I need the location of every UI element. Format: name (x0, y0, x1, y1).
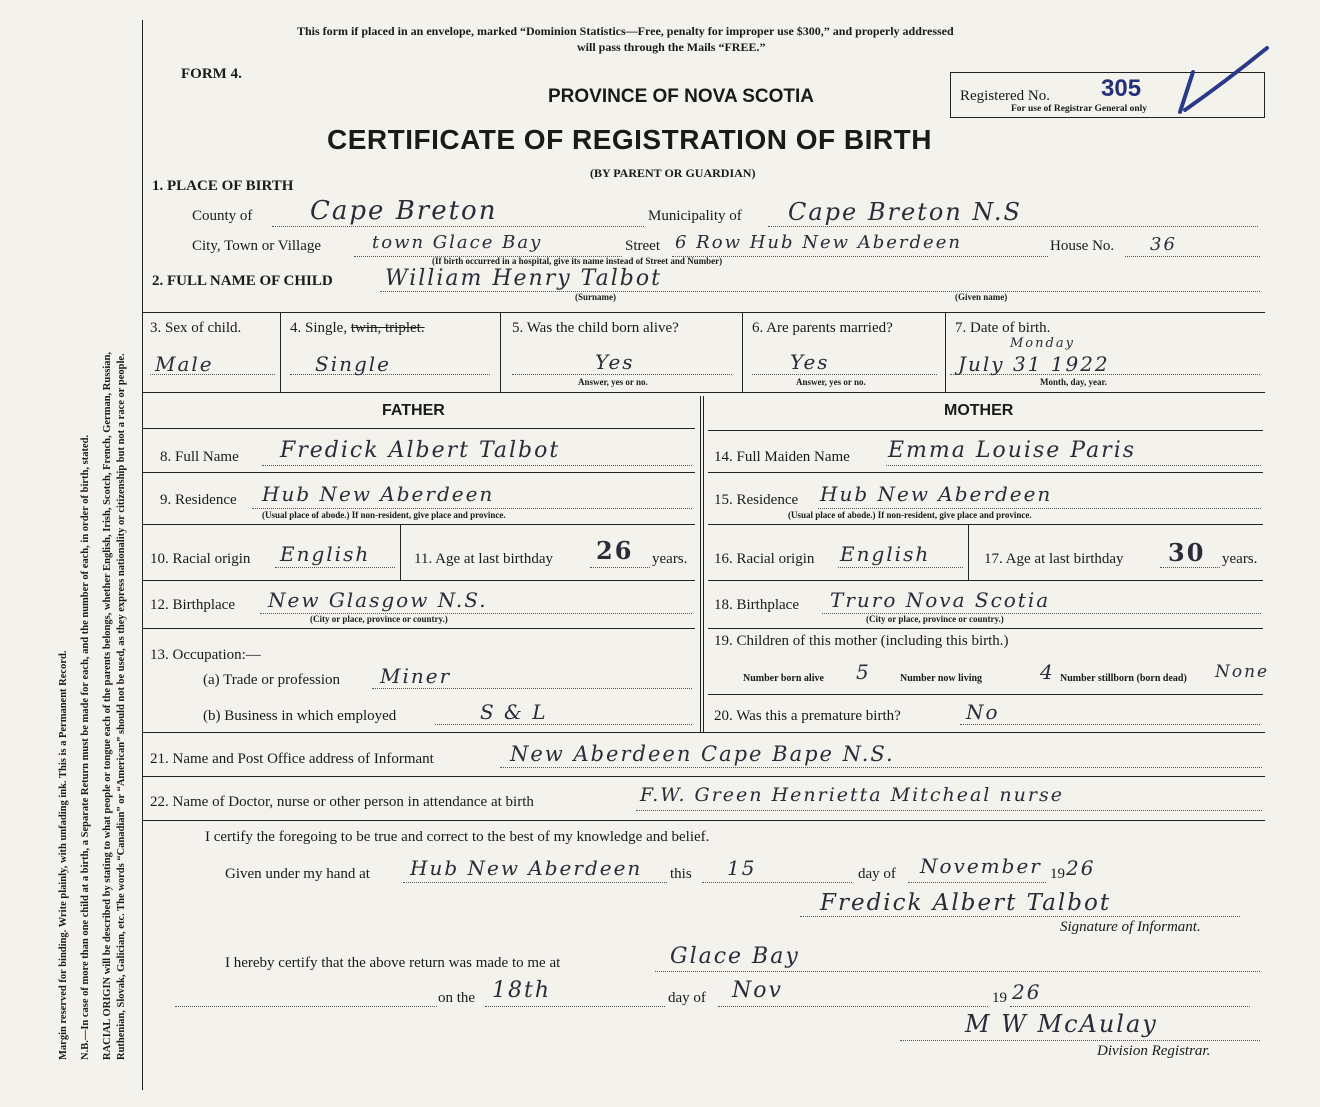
mother-birthplace-value: Truro Nova Scotia (830, 588, 1051, 612)
registration-day-value: 18th (492, 978, 552, 1003)
on-the-label: on the (438, 990, 476, 1006)
child-name-label: 2. FULL NAME OF CHILD (152, 273, 333, 289)
registrar-place-value: Glace Bay (670, 944, 800, 969)
form-number: FORM 4. (181, 66, 242, 82)
registration-month-value: Nov (732, 978, 783, 1003)
parents-married-value: Yes (790, 350, 830, 374)
date-of-birth-value: July 31 1922 (958, 352, 1110, 376)
date-of-birth-note: Month, day, year. (1040, 377, 1107, 387)
child-name-value: William Henry Talbot (385, 266, 662, 291)
parents-married-note: Answer, yes or no. (796, 377, 866, 387)
doctor-label: 22. Name of Doctor, nurse or other person in attendance at birth (150, 794, 534, 810)
now-living-label: Number now living (900, 673, 983, 684)
surname-note: (Surname) (575, 292, 616, 302)
given-under-label: Given under my hand at (225, 866, 370, 882)
date-of-birth-weekday: Monday (1010, 336, 1075, 351)
margin-note-racial-origin-2: Ruthenian, Slovak, Galician, etc. The words “Canadian” or “American” should not be used, as they express nationality or citizenship but not a race or people. (116, 353, 127, 1060)
mother-name-label: 14. Full Maiden Name (714, 449, 850, 465)
municipality-label: Municipality of (648, 208, 742, 224)
mother-age-value: 30 (1168, 538, 1206, 567)
day-of-label: day of (858, 866, 896, 882)
margin-note-multiple-births: N.B.—In case of more than one child at a birth, a Separate Return must be made for each, and the number of each, in order of birth, stated. (80, 434, 91, 1060)
given-place-value: Hub New Aberdeen (410, 856, 643, 880)
county-value: Cape Breton (310, 196, 498, 226)
stillborn-label: Number stillborn (born dead) (1060, 673, 1187, 684)
doctor-value: F.W. Green Henrietta Mitcheal nurse (640, 784, 1064, 806)
father-age-value: 26 (596, 536, 634, 565)
mother-birthplace-label: 18. Birthplace (714, 597, 799, 613)
father-residence-value: Hub New Aberdeen (262, 482, 495, 506)
mother-age-unit: years. (1222, 551, 1258, 567)
father-birthplace-label: 12. Birthplace (150, 597, 235, 613)
born-alive-note: Answer, yes or no. (578, 377, 648, 387)
street-label: Street (625, 238, 660, 254)
registrar-day-of-label: day of (668, 990, 706, 1006)
certificate-subtitle: (BY PARENT OR GUARDIAN) (590, 166, 756, 180)
certificate-title: CERTIFICATE OF REGISTRATION OF BIRTH (327, 124, 932, 155)
mother-birthplace-note: (City or place, province or country.) (866, 614, 1004, 624)
place-of-birth-heading: 1. PLACE OF BIRTH (152, 178, 294, 194)
father-heading: FATHER (382, 402, 445, 419)
county-label: County of (192, 208, 253, 224)
checkmark-icon (1175, 42, 1275, 118)
province-heading: PROVINCE OF NOVA SCOTIA (548, 86, 815, 107)
father-residence-label: 9. Residence (160, 492, 237, 508)
mother-name-value: Emma Louise Paris (888, 438, 1137, 463)
this-label: this (670, 866, 692, 882)
mother-race-value: English (840, 542, 931, 566)
year-prefix: 19 (1050, 866, 1065, 882)
father-name-label: 8. Full Name (160, 449, 239, 465)
sex-value: Male (155, 352, 214, 376)
margin-note-racial-origin-1: RACIAL ORIGIN will be described by stating to what people or tongue each of the parents belongs, whether English, Irish, Scotch, French, German, Russian, (102, 351, 113, 1060)
hospital-note: (If birth occurred in a hospital, give its name instead of Street and Number) (432, 256, 723, 266)
informant-label: 21. Name and Post Office address of Informant (150, 751, 434, 767)
mother-race-label: 16. Racial origin (714, 551, 815, 567)
father-age-unit: years. (652, 551, 688, 567)
born-alive-value: Yes (595, 350, 635, 374)
now-living-value: 4 (1040, 660, 1055, 684)
single-label: 4. Single, twin, triplet. (290, 320, 425, 336)
business-label: (b) Business in which employed (203, 708, 397, 724)
informant-value: New Aberdeen Cape Bape N.S. (510, 742, 895, 766)
children-heading: 19. Children of this mother (including this birth.) (714, 633, 1009, 649)
mother-age-label: 17. Age at last birthday (984, 551, 1124, 567)
trade-value: Miner (380, 664, 452, 688)
municipality-value: Cape Breton N.S (788, 198, 1022, 226)
trade-label: (a) Trade or profession (203, 672, 341, 688)
born-alive-label: 5. Was the child born alive? (512, 320, 679, 336)
single-value: Single (315, 352, 392, 376)
father-age-label: 11. Age at last birthday (414, 551, 553, 567)
city-label: City, Town or Village (192, 238, 322, 254)
mother-residence-value: Hub New Aberdeen (820, 482, 1053, 506)
street-value: 6 Row Hub New Aberdeen (675, 232, 962, 253)
registrar-year-value: 26 (1012, 980, 1042, 1004)
registered-value: 305 (1101, 75, 1142, 102)
registrar-signature: M W McAulay (965, 1010, 1158, 1038)
father-residence-note: (Usual place of abode.) If non-resident, give place and province. (262, 510, 506, 520)
postal-notice-line2: will pass through the Mails “FREE.” (577, 40, 766, 54)
month-value: November (920, 854, 1042, 878)
margin-note-binding: Margin reserved for binding. Write plainly, with unfading ink. This is a Permanent Record. (58, 650, 69, 1060)
parents-married-label: 6. Are parents married? (752, 320, 893, 336)
registered-label: Registered No. (960, 88, 1050, 104)
division-registrar-label: Division Registrar. (1097, 1043, 1211, 1059)
father-race-label: 10. Racial origin (150, 551, 251, 567)
father-birthplace-note: (City or place, province or country.) (310, 614, 448, 624)
postal-notice-line1: This form if placed in an envelope, marked “Dominion Statistics—Free, penalty for improper use $300,” and properly addressed (297, 24, 954, 38)
binding-margin-line (142, 20, 143, 1090)
father-birthplace-value: New Glasgow N.S. (268, 588, 488, 612)
business-value: S & L (480, 700, 548, 724)
house-number-label: House No. (1050, 238, 1115, 254)
house-number-value: 36 (1150, 234, 1177, 255)
mother-residence-note: (Usual place of abode.) If non-resident, give place and province. (788, 510, 1032, 520)
premature-label: 20. Was this a premature birth? (714, 708, 901, 724)
occupation-label: 13. Occupation:— (150, 647, 261, 663)
father-race-value: English (280, 542, 371, 566)
premature-value: No (966, 700, 1000, 724)
born-alive-count-value: 5 (856, 660, 871, 684)
date-of-birth-label: 7. Date of birth. (955, 320, 1051, 336)
certify-statement: I certify the foregoing to be true and correct to the best of my knowledge and belief. (205, 829, 710, 845)
mother-residence-label: 15. Residence (714, 492, 799, 508)
informant-signature: Fredick Albert Talbot (820, 890, 1112, 916)
born-alive-count-label: Number born alive (743, 673, 824, 684)
this-day-value: 15 (727, 856, 757, 880)
given-name-note: (Given name) (955, 292, 1008, 302)
father-name-value: Fredick Albert Talbot (280, 438, 561, 463)
year-value: 26 (1066, 856, 1096, 880)
mother-heading: MOTHER (944, 402, 1014, 419)
registrar-use-note: For use of Registrar General only (1011, 104, 1148, 114)
city-value: town Glace Bay (372, 232, 543, 253)
sex-label: 3. Sex of child. (150, 320, 242, 336)
stillborn-value: None (1215, 662, 1270, 682)
registrar-year-prefix: 19 (992, 990, 1007, 1006)
registrar-statement: I hereby certify that the above return was made to me at (225, 955, 561, 971)
signature-of-informant-label: Signature of Informant. (1060, 919, 1201, 935)
